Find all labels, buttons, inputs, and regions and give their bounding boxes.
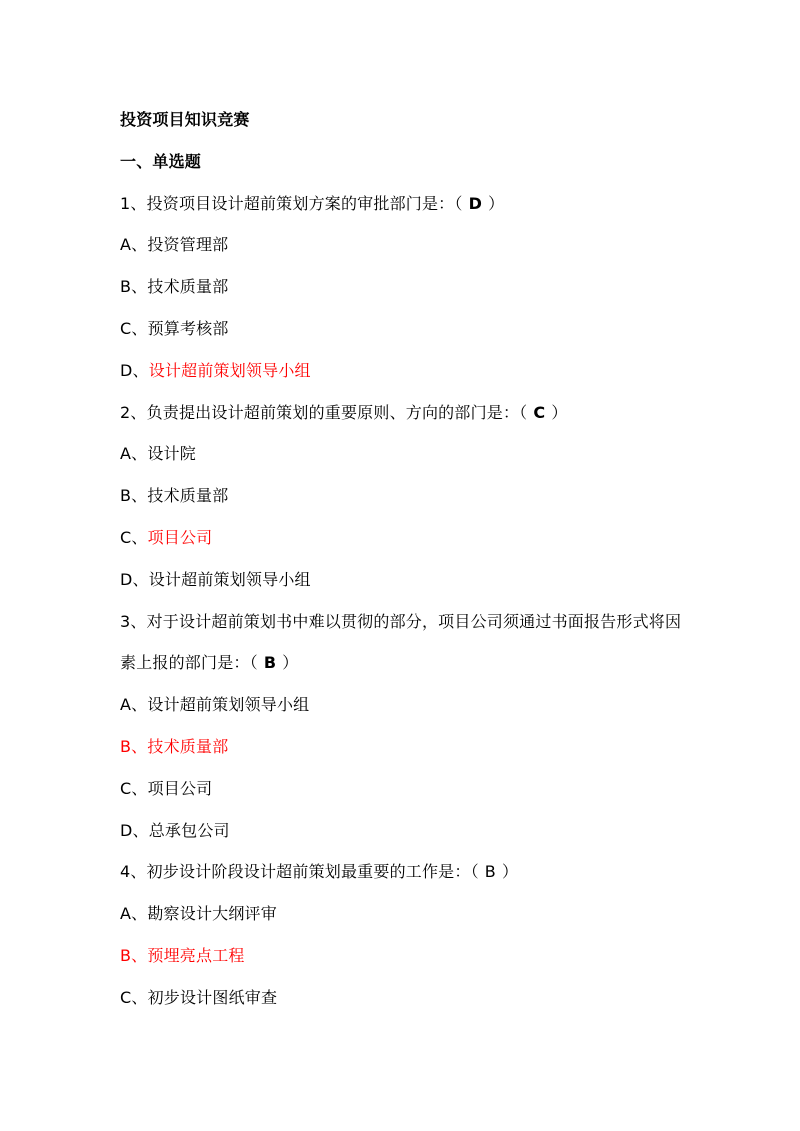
question-stem-text: 4、初步设计阶段设计超前策划最重要的工作是：（ <box>120 862 479 882</box>
option-label: B、 <box>120 736 148 756</box>
option-label: B、 <box>120 277 148 297</box>
question-2-option-b <box>120 482 720 524</box>
option-label: A、 <box>120 235 148 255</box>
option-label: B、 <box>120 945 148 965</box>
answer-letter: C <box>533 402 546 422</box>
option-text: 技术质量部 <box>147 277 229 297</box>
option-text: 预算考核部 <box>147 318 229 338</box>
question-stem-close: ） <box>282 653 299 673</box>
question-1-stem <box>120 190 720 232</box>
option-label: D、 <box>120 360 149 380</box>
option-text: 投资管理部 <box>147 235 229 255</box>
option-text-correct: 技术质量部 <box>147 736 229 756</box>
question-stem-text: 2、负责提出设计超前策划的重要原则、方向的部门是：（ <box>120 402 528 422</box>
question-2-option-d <box>120 566 720 608</box>
option-label: A、 <box>120 695 148 715</box>
option-text: 设计院 <box>147 444 196 464</box>
question-1-option-a <box>120 231 720 273</box>
option-text: 设计超前策划领导小组 <box>148 569 311 589</box>
answer-letter: B <box>484 862 496 882</box>
question-3-option-b <box>120 733 720 775</box>
option-text: 设计超前策划领导小组 <box>147 695 310 715</box>
answer-letter: B <box>263 653 277 673</box>
question-4-stem <box>120 858 720 900</box>
document-page <box>120 106 720 1026</box>
question-3-stem-line-1: 3、对于设计超前策划书中难以贯彻的部分，项目公司须通过书面报告形式将因 <box>120 611 682 631</box>
question-stem-close: ） <box>488 193 505 213</box>
question-stem-text: 1、投资项目设计超前策划方案的审批部门是：（ <box>120 193 463 213</box>
option-text-correct: 项目公司 <box>147 527 213 547</box>
question-3-stem-line-2 <box>120 649 720 691</box>
option-label: C、 <box>120 318 148 338</box>
question-4-option-a <box>120 900 720 942</box>
option-label: D、 <box>120 820 149 840</box>
document-title: 投资项目知识竞赛 <box>120 110 250 129</box>
question-4-option-b <box>120 942 720 984</box>
question-stem-close: ） <box>551 402 568 422</box>
question-2-option-c <box>120 524 720 566</box>
option-text: 技术质量部 <box>147 486 229 506</box>
question-stem-text: 素上报的部门是：（ <box>120 653 258 673</box>
question-3-option-d <box>120 817 720 859</box>
option-text: 项目公司 <box>147 778 213 798</box>
question-1-option-d <box>120 357 720 399</box>
option-label: C、 <box>120 778 148 798</box>
section-heading: 一、单选题 <box>120 151 202 171</box>
option-text-correct: 预埋亮点工程 <box>147 945 245 965</box>
option-label: B、 <box>120 486 148 506</box>
question-1-option-b <box>120 273 720 315</box>
option-text: 勘察设计大纲评审 <box>147 904 277 924</box>
answer-letter: D <box>468 193 483 213</box>
question-2-option-a <box>120 440 720 482</box>
option-label: C、 <box>120 987 148 1007</box>
option-label: D、 <box>120 569 149 589</box>
question-stem-close: ） <box>501 862 519 882</box>
question-3-option-a <box>120 691 720 733</box>
option-text-correct: 设计超前策划领导小组 <box>148 360 311 380</box>
question-3-option-c <box>120 775 720 817</box>
question-2-stem <box>120 399 720 441</box>
question-4-option-c <box>120 984 720 1026</box>
option-label: A、 <box>120 444 148 464</box>
question-1-option-c <box>120 315 720 357</box>
option-text: 初步设计图纸审查 <box>147 987 278 1007</box>
option-label: A、 <box>120 904 148 924</box>
option-text: 总承包公司 <box>148 820 230 840</box>
option-label: C、 <box>120 527 148 547</box>
